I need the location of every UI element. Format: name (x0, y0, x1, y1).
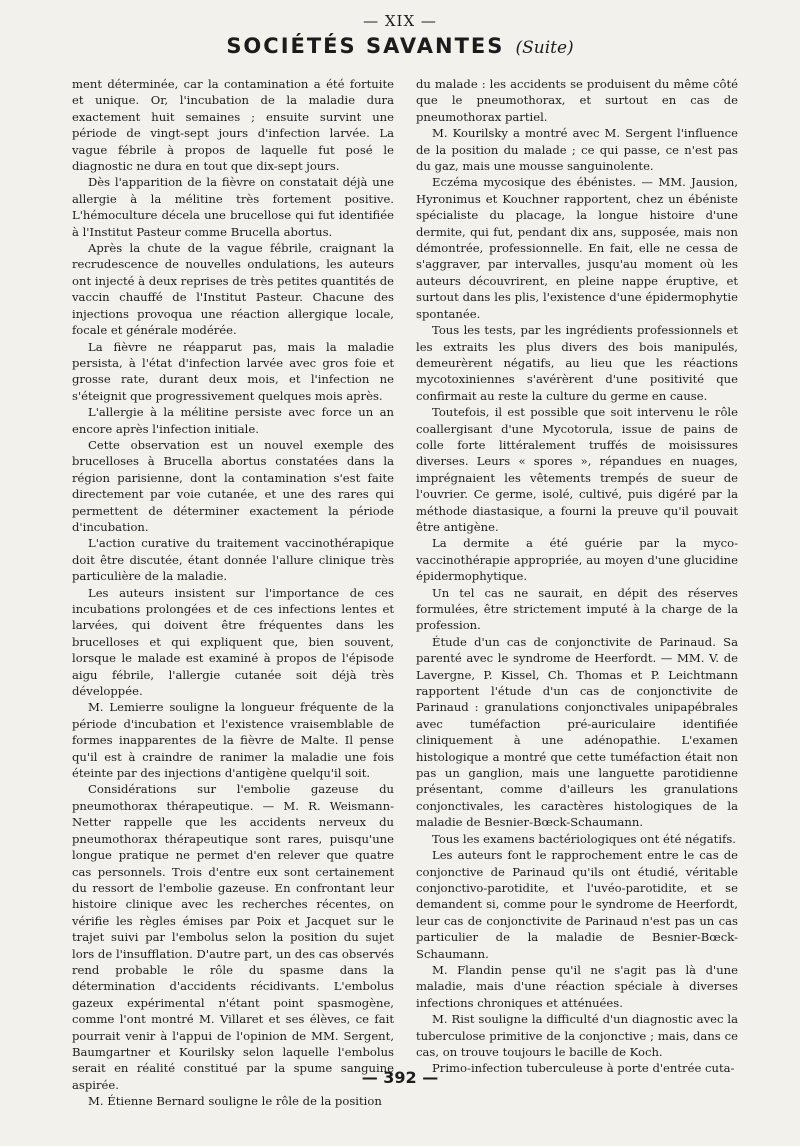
paragraph: L'allergie à la mélitine persiste avec force un an encore après l'infection initiale. (72, 405, 394, 436)
section-title: SOCIÉTÉS SAVANTES (226, 34, 505, 58)
paragraph: Après la chute de la vague fébrile, craignant la recrudescence de nouvelles ondulations, les auteurs ont injecté à deux reprises de très petites quantités de vaccin chauffé de l'Institut Pasteur. Chacune des injections provoqua une réaction allergique locale, focale et générale modérée. (72, 241, 394, 338)
paragraph: Tous les examens bactériologiques ont été négatifs. (432, 831, 736, 846)
paragraph: M. Lemierre souligne la longueur fréquente de la période d'incubation et l'existence vraisemblable de formes inapparentes de la fièvre de Malte. Il pense qu'il est à craindre de ranimer la maladie une fois éteinte par des injections d'antigène quelqu'il soit. (72, 700, 394, 781)
paragraph: Un tel cas ne saurait, en dépit des réserves formulées, être strictement imputé à la charge de la profession. (416, 585, 738, 633)
page-roman-numeral: — XIX — (363, 12, 437, 30)
paragraph: Tous les tests, par les ingrédients professionnels et les extraits les plus divers des bois manipulés, demeurèrent négatifs, au lieu que les réactions mycotoxiniennes s'avérèrent d'une positivité que confirmait au reste la culture du germe en cause. (416, 323, 738, 403)
paragraph-section: Eczéma mycosique des ébénistes. — MM. Jausion, Hyronimus et Kouchner rapportent, chez un ébéniste spécialiste du placage, la longue histoire d'une dermite, qui fut, pendant dix ans, supposée, mais non démontrée, professionnelle. En fait, elle ne cessa de s'aggraver, par intervalles, jusqu'au moment où les auteurs découvrirent, en pleine nappe éruptive, et surtout dans les plis, l'existence d'une épidermophytie spontanée. (416, 175, 738, 321)
paragraph: M. Flandin pense qu'il ne s'agit pas là d'une maladie, mais d'une réaction spéciale à diverses infections chroniques et atténuées. (416, 962, 738, 1010)
paragraph: Toutefois, il est possible que soit intervenu le rôle coallergisant d'une Mycotorula, issue de pains de colle forte littéralement truffés de moisissures diverses. Leurs « spores », répandues en nuages, imprégnaient les vêtements trempés de sueur de l'ouvrier. Ce germe, isolé, cultivé, puis digéré par la méthode diastasique, a fourni la preuve qu'il pouvait être antigène. (416, 405, 738, 534)
paragraph-section: Étude d'un cas de conjonctivite de Parinaud. Sa parenté avec le syndrome de Heerfordt. — MM. V. de Lavergne, P. Kissel, Ch. Thomas et P. Leichtmann rapportent l'étude d'un cas de conjonctivite de Parinaud : granulations conjonctivales unipapébrales avec tuméfaction pré-auriculaire identifiée cliniquement à une adénopathie. L'examen histologique a montré que cette tuméfaction était non pas un ganglion, mais une languette parotidienne présentant, comme d'ailleurs les granulations conjonctivales, les caractères histologiques de la maladie de Besnier-Bœck-Schaumann. (416, 634, 738, 830)
paragraph: La fièvre ne réapparut pas, mais la maladie persista, à l'état d'infection larvée avec gros foie et grosse rate, durant deux mois, et l'infection ne s'éteignit que progressivement quelques mois après. (72, 339, 394, 403)
page-number: — 392 — (361, 1068, 439, 1087)
paragraph: M. Étienne Bernard souligne le rôle de la position (88, 1094, 382, 1109)
page-header (0, 34, 800, 58)
paragraph: ment déterminée, car la contamination a été fortuite et unique. Or, l'incubation de la maladie dura exactement huit semaines ; ensuite survint une période de vingt-sept jours d'infection larvée. La vague fébrile à propos de laquelle fut posé le diagnostic ne dura en tout que dix-sept jours. (72, 77, 394, 174)
paragraph: Dès l'apparition de la fièvre on constatait déjà une allergie à la mélitine très fortement positive. L'hémoculture décela une brucellose qui fut identifiée à l'Institut Pasteur comme Brucella abortus. (72, 175, 394, 239)
paragraph-section: Considérations sur l'embolie gazeuse du pneumothorax thérapeutique. — M. R. Weismann-Netter rappelle que les accidents nerveux du pneumothorax thérapeutique sont rares, puisqu'une longue pratique ne permet d'en relever que quatre cas personnels. Trois d'entre eux sont certainement du ressort de l'embolie gazeuse. En confrontant leur histoire clinique avec les recherches récentes, on vérifie les règles émises par Poix et Jacquet sur le trajet suivi par l'embolus selon la position du sujet lors de l'insufflation. D'autre part, un des cas observés rend probable le rôle du spasme dans la détermination d'accidents récidivants. L'embolus gazeux expérimental n'étant point spasmogène, comme l'ont montré M. Villaret et ses élèves, ce fait pourrait venir à l'appui de l'opinion de MM. Sergent, Baumgartner et Kourilsky selon laquelle l'embolus serait en réalité constitué par la spume sanguine aspirée. (72, 782, 394, 1092)
paragraph: M. Rist souligne la difficulté d'un diagnostic avec la tuberculose primitive de la conjonctive ; mais, dans ce cas, on trouve toujours le bacille de Koch. (416, 1012, 738, 1059)
paragraph: La dermite a été guérie par la myco-vaccinothérapie appropriée, au moyen d'une glucidine épidermophytique. (416, 536, 738, 584)
paragraph: du malade : les accidents se produisent du même côté que le pneumothorax, et surtout en cas de pneumothorax partiel. (416, 77, 738, 124)
paragraph: Cette observation est un nouvel exemple des brucelloses à Brucella abortus constatées dans la région parisienne, dont la contamination s'est faite directement par voie cutanée, et une des rares qui permettent de déterminer exactement la période d'incubation. (72, 437, 394, 534)
section-suite: (Suite) (515, 38, 574, 58)
paragraph: L'action curative du traitement vaccinothérapique doit être discutée, étant donnée l'allure clinique très particulière de la maladie. (72, 536, 394, 584)
left-column (72, 76, 394, 1110)
paragraph: Les auteurs font le rapprochement entre le cas de conjonctive de Parinaud qu'ils ont étudié, véritable conjonctivo-parotidite, et l'uvéo-parotidite, et se demandent si, comme pour le syndrome de Heerfordt, leur cas de conjonctivite de Parinaud n'est pas un cas particulier de la maladie de Besnier-Bœck-Schaumann. (416, 848, 738, 961)
paragraph: Primo-infection tuberculeuse à porte d'entrée cuta- (432, 1061, 735, 1076)
paragraph: Les auteurs insistent sur l'importance de ces incubations prolongées et de ces infections lentes et larvées, qui doivent être fréquentes dans les brucelloses et qui expliquent que, bien souvent, lorsque le malade est examiné à propos de l'épisode aigu fébrile, l'allergie cutanée soit déjà très développée. (72, 585, 394, 699)
paragraph: M. Kourilsky a montré avec M. Sergent l'influence de la position du malade ; ce qui passe, ce n'est pas du gaz, mais une mousse sanguinolente. (416, 126, 738, 174)
right-column (416, 76, 738, 1077)
